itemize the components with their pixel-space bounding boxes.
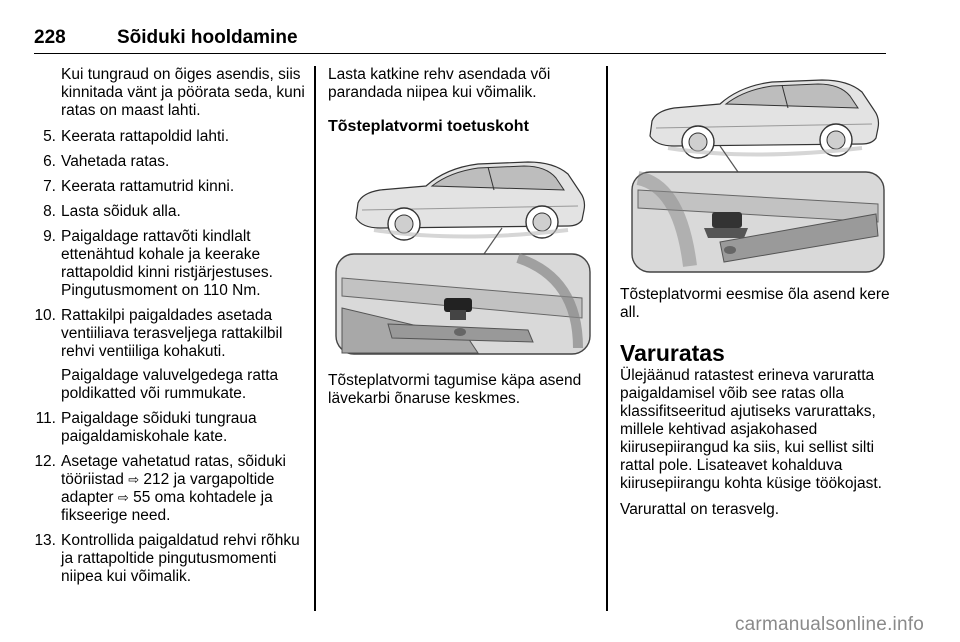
page-number: 228 xyxy=(34,27,66,48)
step-text: Keerata rattamutrid kinni. xyxy=(61,178,235,195)
car-lift-illustration xyxy=(328,148,594,358)
reference-arrow-icon: ⇨ xyxy=(117,490,129,505)
car-lift-illustration xyxy=(620,66,886,276)
column-divider xyxy=(314,66,316,611)
list-item xyxy=(34,128,306,146)
section-heading: Varuratas xyxy=(620,340,725,366)
reference-arrow-icon: ⇨ xyxy=(128,472,140,487)
column-1 xyxy=(34,66,306,593)
list-item xyxy=(34,203,306,221)
step-number: 6. xyxy=(43,153,56,170)
step-text: Keerata rattapoldid lahti. xyxy=(61,128,230,145)
column-divider xyxy=(606,66,608,611)
step-number: 5. xyxy=(43,128,56,145)
page-header xyxy=(34,24,886,54)
section-subheading: Tõsteplatvormi toetuskoht xyxy=(328,118,529,135)
figure-caption: Tõsteplatvormi tagumise käpa asend lävekarbi õnaruse keskmes. xyxy=(328,372,582,407)
step-number: 11. xyxy=(35,410,56,427)
paragraph: Ülejäänud ratastest erineva varuratta paigaldamisel võib see ratas olla klassifitseeritud ajutiseks varurattaks, millele kehtivad asjakohased kiirusepiirangud ka siis, kui sellist silti rattal pole. Lisateavet kohalduva kiirusepiirangu kohta küsige töökojast. xyxy=(620,367,882,492)
front-lift-point-figure xyxy=(620,66,886,276)
step-number: 13. xyxy=(34,532,56,549)
step-text: Vahetada ratas. xyxy=(61,153,170,170)
list-item xyxy=(34,228,306,300)
figure-caption: Tõsteplatvormi eesmise õla asend kere all. xyxy=(620,286,890,321)
list-item xyxy=(34,153,306,171)
rear-lift-point-figure xyxy=(328,148,594,358)
step-number: 8. xyxy=(43,203,56,220)
watermark: carmanualsonline.info xyxy=(734,614,924,635)
step-text-part: ja vargapoltide adapter xyxy=(61,471,275,506)
paragraph: Varurattal on terasvelg. xyxy=(620,501,780,518)
step-text xyxy=(61,453,286,524)
list-item xyxy=(34,307,306,403)
step-text: Paigaldage sõiduki tungraua paigaldamiskohale kate. xyxy=(61,410,257,445)
step-subtext: Paigaldage valuvelgedega ratta poldikatted või rummukate. xyxy=(61,367,279,402)
step-continuation: Kui tungraud on õiges asendis, siis kinnitada vänt ja pöörata seda, kuni ratas on maast lahti. xyxy=(61,66,305,119)
page-reference-link[interactable]: 212 xyxy=(143,471,170,488)
intro-paragraph: Lasta katkine rehv asendada või parandada niipea kui võimalik. xyxy=(328,66,551,101)
step-text: Kontrollida paigaldatud rehvi rõhku ja rattapoltide pingutusmomenti niipea kui võimalik. xyxy=(61,532,300,585)
page-title: Sõiduki hooldamine xyxy=(117,27,298,48)
step-text: Lasta sõiduk alla. xyxy=(61,203,181,220)
step-text: Paigaldage rattavõti kindlalt ettenähtud kohale ja keerake rattapoldid kinni ristjärjestuses. Pingutusmoment on 110 Nm. xyxy=(61,228,273,299)
column-3 xyxy=(620,66,890,527)
step-text: Rattakilpi paigaldades asetada ventiiliava terasveljega rattakilbil rehvi ventiiliga kohakuti. xyxy=(61,307,283,360)
step-number: 9. xyxy=(43,228,56,245)
step-number: 10. xyxy=(34,307,56,324)
step-text-part: Asetage vahetatud ratas, sõiduki tööriistad xyxy=(61,453,286,488)
step-number: 12. xyxy=(34,453,56,470)
list-item xyxy=(34,178,306,196)
list-item xyxy=(34,410,306,446)
column-2 xyxy=(328,66,596,416)
list-item xyxy=(34,453,306,525)
step-number: 7. xyxy=(43,178,56,195)
step-text-part: oma kohtadele ja fikseerige need. xyxy=(61,489,273,524)
list-item xyxy=(34,532,306,586)
page-reference-link[interactable]: 55 xyxy=(133,489,151,506)
